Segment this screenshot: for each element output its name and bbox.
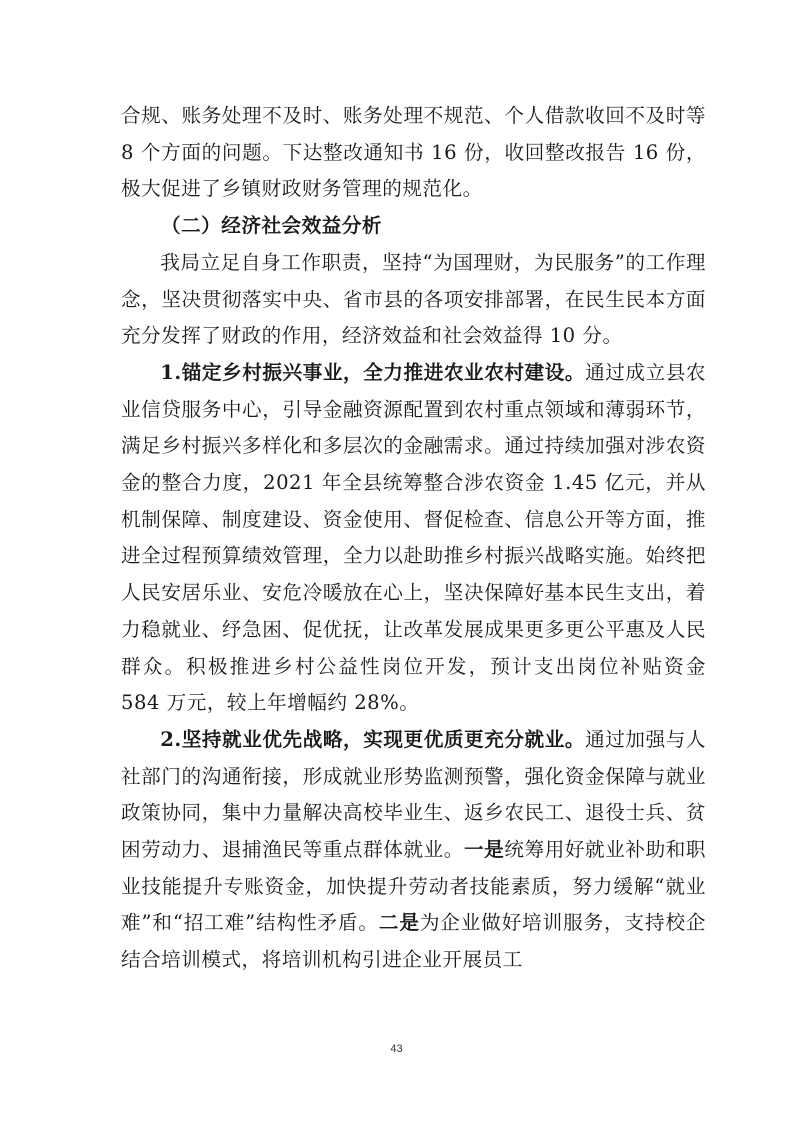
item-1-title: 1.锚定乡村振兴事业，全力推进农业农村建设。 xyxy=(160,360,586,384)
document-body xyxy=(121,98,706,979)
item-2-body: 通过加强与人社部门的沟通衔接，形成就业形势监测预警，强化资金保障与就业政策协同，集中力量解决高校毕业生、返乡农民工、退役士兵、贫困劳动力、退捕渔民等重点群体就业。 xyxy=(121,727,706,862)
paragraph-rural-revitalization xyxy=(121,355,706,722)
paragraph-overview xyxy=(121,245,706,355)
item-1-body: 通过成立县农业信贷服务中心，引导金融资源配置到农村重点领域和薄弱环节，满足乡村振兴多样化和多层次的金融需求。通过持续加强对涉农资金的整合力度，2021 年全县统筹整合涉农资金 1.45 亿元，并从机制保障、制度建设、资金使用、督促检查、信息公开等方面，推进全过程预算绩效管理，全力以赴助推乡村振兴战略实施。始终把人民安居乐业、安危冷暖放在心上，坚决保障好基本民生支出，着力稳就业、纾急困、促优抚，让改革发展成果更多更公平惠及人民群众。积极推进乡村公益性岗位开发，预计支出岗位补贴资金 584 万元，较上年增幅约 28%。 xyxy=(121,360,706,715)
section-heading: （二）经济社会效益分析 xyxy=(161,214,383,238)
page-number: 43 xyxy=(390,1043,403,1055)
paragraph-continuation: 合规、账务处理不及时、账务处理不规范、个人借款收回不及时等 8 个方面的问题。下达整改通知书 16 份，收回整改报告 16 份，极大促进了乡镇财政财务管理的规范化。 xyxy=(121,104,706,201)
point-1-text: 统筹用好就业补助和职业技能提升专账资金，加快提升劳动者技能素质，努力缓解“就业难”和“招工难”结构性矛盾。 xyxy=(121,838,707,935)
point-2-label: 二是 xyxy=(378,911,420,935)
item-2-title: 2.坚持就业优先战略，实现更优质更充分就业。 xyxy=(160,727,586,751)
paragraph-overview-text: 我局立足自身工作职责，坚持“为国理财，为民服务”的工作理念，坚决贯彻落实中央、省市县的各项安排部署，在民生民本方面充分发挥了财政的作用，经济效益和社会效益得 10 分。 xyxy=(121,250,706,348)
paragraph-employment xyxy=(121,722,706,979)
point-1-label: 一是 xyxy=(463,838,505,862)
point-2-text: 为企业做好培训服务，支持校企结合培训模式，将培训机构引进企业开展员工 xyxy=(121,911,707,972)
